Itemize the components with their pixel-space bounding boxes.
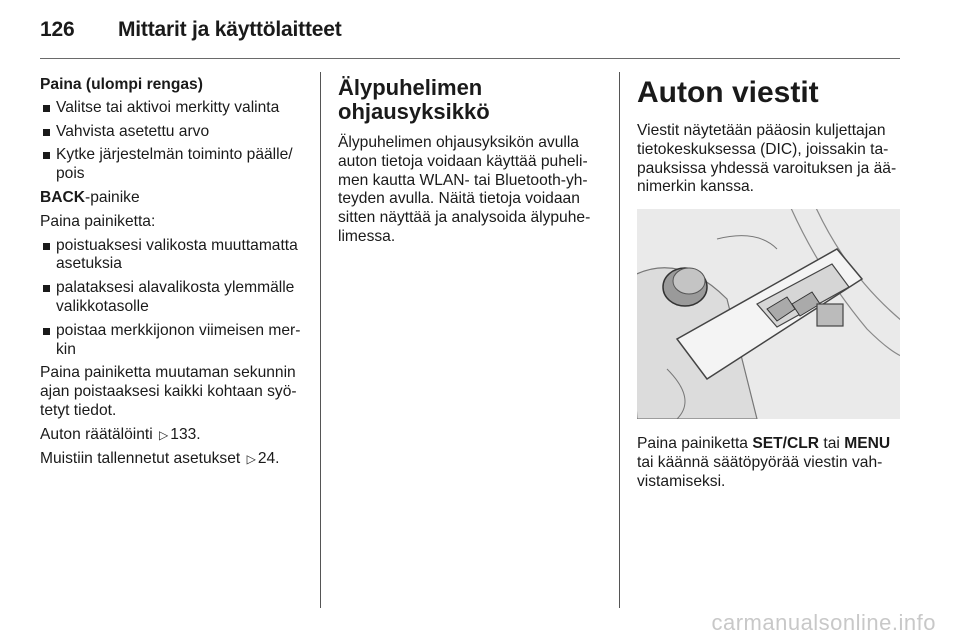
back-button-heading: [40, 189, 312, 208]
hold-text: Paina painiketta muutaman sekunnin ajan poistaaksesi kaikki kohtaan syötetyt tiedot.: [40, 364, 297, 419]
list-item: Kytke järjestelmän toiminto päälle/ pois: [40, 146, 312, 184]
column-divider-2: [619, 72, 620, 608]
steering-lever-illustration: [637, 209, 900, 419]
page-link[interactable]: 24.: [257, 449, 280, 467]
illustration-caption: Paina painiketta SET/CLR tai MENU tai käännä säätöpyörää viestin vahvistamiseksi.: [637, 435, 891, 490]
header-divider: [40, 58, 900, 59]
watermark: carmanualsonline.info: [711, 610, 936, 635]
page-number: 126: [40, 18, 75, 41]
chapter-title: Mittarit ja käyttölaitteet: [118, 18, 342, 41]
bullet-list-press: [40, 99, 312, 184]
subheading-press: Paina (ulompi rengas): [40, 76, 203, 93]
list-item: poistuaksesi valikosta muuttamatta asetuksia: [40, 237, 312, 275]
cross-reference: Auton räätälöinti ▷ 133.: [40, 425, 201, 443]
list-item: Vahvista asetettu arvo: [40, 123, 312, 142]
list-item: poistaa merkkijonon viimeisen merkin: [40, 322, 312, 360]
press-text: Paina painiketta:: [40, 212, 156, 230]
reference-arrow-icon: ▷: [159, 427, 169, 442]
set-clr-label: SET/CLR: [752, 435, 820, 453]
menu-label: MENU: [844, 435, 891, 453]
back-suffix: -painike: [85, 188, 140, 206]
reference-arrow-icon: ▷: [246, 451, 256, 466]
list-item: palataksesi alavalikosta ylemmälle valikkotasolle: [40, 279, 312, 317]
list-item: Valitse tai aktivoi merkitty valinta: [40, 99, 312, 118]
column-right: [637, 76, 903, 497]
bullet-list-back: [40, 237, 312, 360]
section-heading-smartphone: Älypuhelimen ohjausyksikkö: [338, 75, 490, 124]
page-link[interactable]: 133.: [170, 425, 201, 443]
column-middle: [338, 76, 602, 252]
column-left: [40, 76, 312, 473]
messages-intro: Viestit näytetään pääosin kuljettajan tietokeskuksessa (DIC), joissakin tapauksissa yhdessä varoituksen ja äänimerkin kanssa.: [637, 122, 897, 196]
column-divider-1: [320, 72, 321, 608]
section-heading-messages: Auton viestit: [637, 76, 819, 109]
back-label: BACK: [40, 188, 86, 206]
page-header: [40, 18, 900, 48]
cross-reference: Muistiin tallennetut asetukset ▷ 24.: [40, 449, 280, 467]
smartphone-body: Älypuhelimen ohjausyksikön avulla auton tietoja voidaan käyttää puhelimen kautta WLAN- tai Bluetooth-yhteyden avulla. Näitä tietoja voidaan sitten näyttää ja analysoida älypuhelimessa.: [338, 134, 591, 245]
